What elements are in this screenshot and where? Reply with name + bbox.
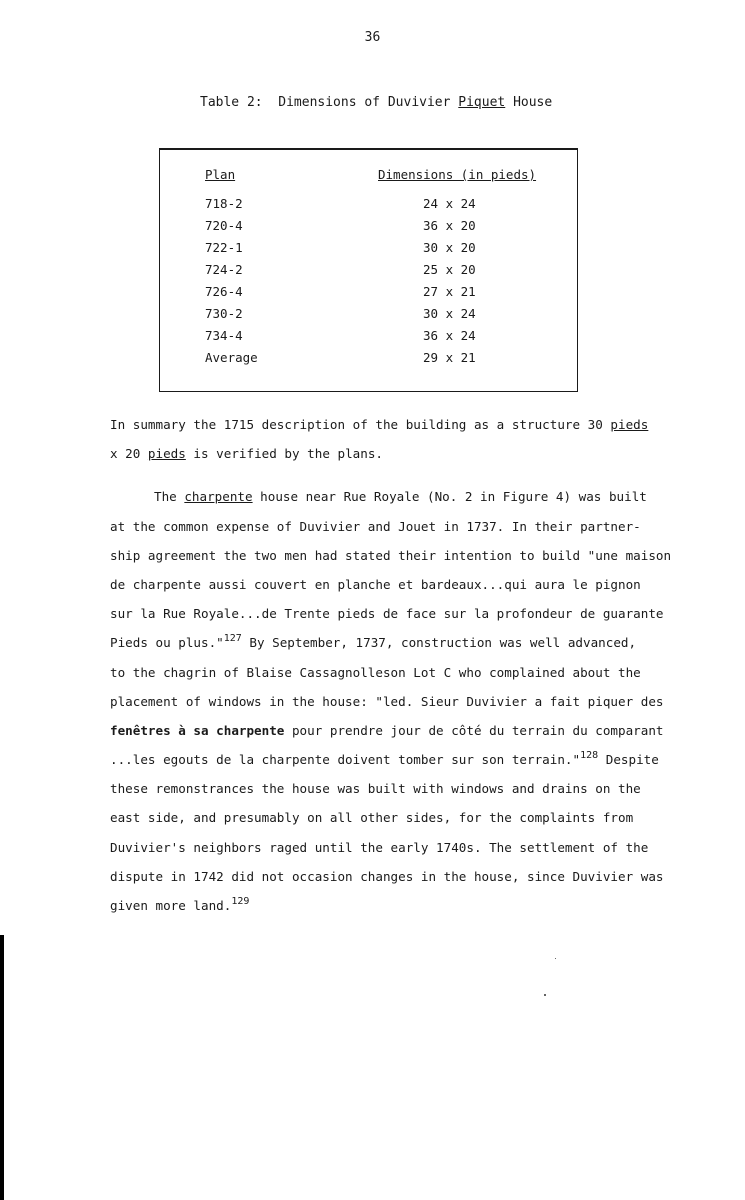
table-row xyxy=(160,284,577,304)
text-line xyxy=(110,482,670,511)
text-span: ...les egouts de la charpente doivent tomber sur son terrain." xyxy=(110,752,581,768)
table-row xyxy=(160,262,577,282)
underlined-word: pieds xyxy=(610,417,649,432)
text-line: de charpente aussi couvert en planche et bardeaux...qui aura le pignon xyxy=(110,576,641,592)
plan-cell: Average xyxy=(205,350,258,365)
footnote-127: 127 xyxy=(223,633,242,645)
table-row xyxy=(160,328,577,348)
plan-cell: 730-2 xyxy=(205,306,243,321)
text-line: placement of windows in the house: "led. Sieur Duvivier a fait piquer des xyxy=(110,693,664,709)
dimensions-cell: 29 x 21 xyxy=(423,350,476,365)
text-span: In summary the 1715 description of the building as a structure 30 xyxy=(110,417,611,432)
text-span: given more land. xyxy=(110,898,232,913)
table-caption xyxy=(200,95,552,110)
dimensions-cell: 27 x 21 xyxy=(423,284,476,299)
paragraph-charpente xyxy=(110,482,670,920)
table-caption-prefix: Table 2: Dimensions of Duvivier xyxy=(200,95,459,110)
footnote-128: 128 xyxy=(580,750,599,762)
text-line xyxy=(110,439,670,468)
plan-cell: 718-2 xyxy=(205,196,243,211)
text-line xyxy=(110,628,670,657)
paragraph-summary xyxy=(110,410,670,468)
dimensions-cell: 24 x 24 xyxy=(423,196,476,211)
table-caption-underlined: Piquet xyxy=(458,95,506,110)
dimensions-table xyxy=(159,148,578,392)
plan-cell: 734-4 xyxy=(205,328,243,343)
text-line: these remonstrances the house was built with windows and drains on the xyxy=(110,781,641,797)
body-text xyxy=(110,410,670,920)
table-row xyxy=(160,306,577,326)
text-span: The xyxy=(154,489,185,505)
plan-cell: 726-4 xyxy=(205,284,243,299)
text-line: to the chagrin of Blaise Cassagnolleson Lot C who complained about the xyxy=(110,664,641,680)
footnote-129: 129 xyxy=(231,896,250,907)
text-line: sur la Rue Royale...de Trente pieds de face sur la profondeur de guarante xyxy=(110,606,664,622)
text-line: east side, and presumably on all other sides, for the complaints from xyxy=(110,810,634,826)
page-number: 36 xyxy=(364,30,381,45)
scan-speck xyxy=(555,958,556,959)
plan-cell: 720-4 xyxy=(205,218,243,233)
dimensions-cell: 30 x 20 xyxy=(423,240,476,255)
text-line: ship agreement the two men had stated their intention to build "une maison xyxy=(110,547,672,563)
table-row xyxy=(160,240,577,260)
dimensions-cell: 36 x 24 xyxy=(423,328,476,343)
text-line: dispute in 1742 did not occasion changes in the house, since Duvivier was xyxy=(110,868,664,884)
plan-cell: 722-1 xyxy=(205,240,243,255)
dimensions-cell: 30 x 24 xyxy=(423,306,476,321)
text-line xyxy=(110,891,670,920)
table-header-plan: Plan xyxy=(205,167,236,182)
text-line xyxy=(110,745,670,774)
text-line: at the common expense of Duvivier and Jouet in 1737. In their partner- xyxy=(110,518,641,534)
table-row xyxy=(160,218,577,238)
bold-span: fenêtres à sa charpente xyxy=(110,722,285,738)
table-header-dimensions: Dimensions (in pieds) xyxy=(378,167,537,182)
scan-speck xyxy=(544,994,546,996)
table-row xyxy=(160,350,577,370)
text-span: x 20 xyxy=(110,446,148,462)
text-line xyxy=(110,410,670,439)
dimensions-cell: 25 x 20 xyxy=(423,262,476,277)
plan-cell: 724-2 xyxy=(205,262,243,277)
table-caption-suffix: House xyxy=(505,95,553,110)
underlined-word: charpente xyxy=(184,489,253,505)
text-span: pour prendre jour de côté du terrain du comparant xyxy=(284,722,664,738)
text-span: house near Rue Royale (No. 2 in Figure 4) was built xyxy=(252,489,647,505)
text-span: Pieds ou plus." xyxy=(110,635,224,651)
text-span: Despite xyxy=(598,752,659,768)
text-line xyxy=(110,716,670,745)
text-line: Duvivier's neighbors raged until the early 1740s. The settlement of the xyxy=(110,839,649,855)
text-span: is verified by the plans. xyxy=(185,446,383,462)
dimensions-cell: 36 x 20 xyxy=(423,218,476,233)
scan-edge-bar xyxy=(0,935,4,1200)
underlined-word: pieds xyxy=(147,446,186,462)
text-span: By September, 1737, construction was well advanced, xyxy=(241,635,637,651)
table-row xyxy=(160,196,577,216)
